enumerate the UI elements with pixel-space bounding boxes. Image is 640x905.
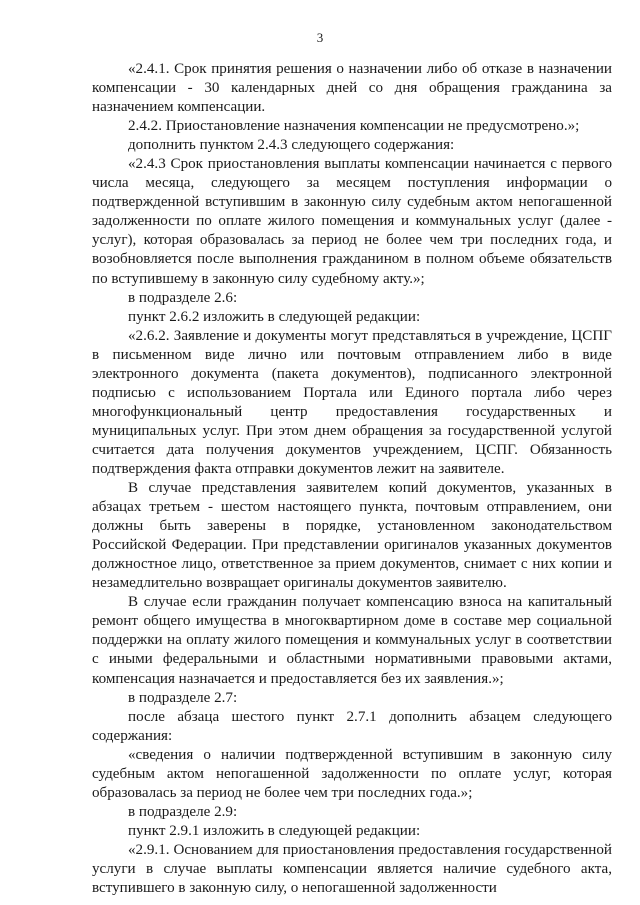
paragraph-copies: В случае представления заявителем копий документов, указанных в абзацах третьем - шестом настоящего пункта, почтовым отправлением, они должны быть заверены в порядке, установленном законодательством Российской Федерации. При представлении оригиналов указанных документов должностное лицо, ответственное за прием документов, снимает с них копии и незамедлительно возвращает оригиналы документов заявителю. <box>92 480 612 592</box>
document-body <box>92 60 612 898</box>
page-number: 3 <box>316 30 324 45</box>
paragraph-2-4-2: 2.4.2. Приостановление назначения компенсации не предусмотрено.»; <box>128 118 580 135</box>
paragraph-subsection-2-6: в подразделе 2.6: <box>128 289 238 306</box>
paragraph-subsection-2-9: в подразделе 2.9: <box>128 803 238 820</box>
paragraph-2-4-3: «2.4.3 Срок приостановления выплаты компенсации начинается с первого числа месяца, следующего за месяцем поступления информации о подтвержденной вступившим в законную силу судебным актом непогашенной задолженности по оплате жилого помещения и коммунальных услуг (далее - услуг), которая образовалась за период не более чем три последних года, и возобновляется после выполнения гражданином в полном объеме обязательств по вступившему в законную силу судебному акту.»; <box>92 156 612 287</box>
paragraph-capital-repair: В случае если гражданин получает компенсацию взноса на капитальный ремонт общего имущества в многоквартирном доме в составе мер социальной поддержки на оплату жилого помещения и коммунальных услуг в соответствии с иными федеральными и областными нормативными правовыми актами, компенсация назначается и предоставляется без их заявления.»; <box>92 594 612 687</box>
paragraph-amend-2-9-1: пункт 2.9.1 изложить в следующей редакции: <box>128 822 421 839</box>
paragraph-amend-2-7-1: после абзаца шестого пункт 2.7.1 дополнить абзацем следующего содержания: <box>92 708 612 744</box>
paragraph-amend-2-6-2: пункт 2.6.2 изложить в следующей редакции: <box>128 308 421 325</box>
paragraph-subsection-2-7: в подразделе 2.7: <box>128 689 238 706</box>
paragraph-2-4-1: «2.4.1. Срок принятия решения о назначении либо об отказе в назначении компенсации - 30 календарных дней со дня обращения гражданина за назначением компенсации. <box>92 61 612 116</box>
paragraph-add-2-4-3: дополнить пунктом 2.4.3 следующего содержания: <box>128 137 455 154</box>
paragraph-debt-info: «сведения о наличии подтвержденной вступившим в законную силу судебным актом непогашенной задолженности по оплате услуг, которая образовалась за период не более чем три последних года.»; <box>92 746 612 801</box>
paragraph-2-6-2: «2.6.2. Заявление и документы могут представляться в учреждение, ЦСПГ в письменном виде лично или почтовым отправлением либо в виде электронного документа (пакета документов), подписанного электронной подписью с использованием Портала или Единого портала либо через многофункциональный центр предоставления государственных и муниципальных услуг. При этом днем обращения за государственной услугой считается дата получения документов учреждением, ЦСПГ. Обязанность подтверждения факта отправки документов лежит на заявителе. <box>92 327 612 477</box>
paragraph-2-9-1: «2.9.1. Основанием для приостановления предоставления государственной услуги в случае выплаты компенсации является наличие судебного акта, вступившего в законную силу, о непогашенной задолженности <box>92 841 612 897</box>
